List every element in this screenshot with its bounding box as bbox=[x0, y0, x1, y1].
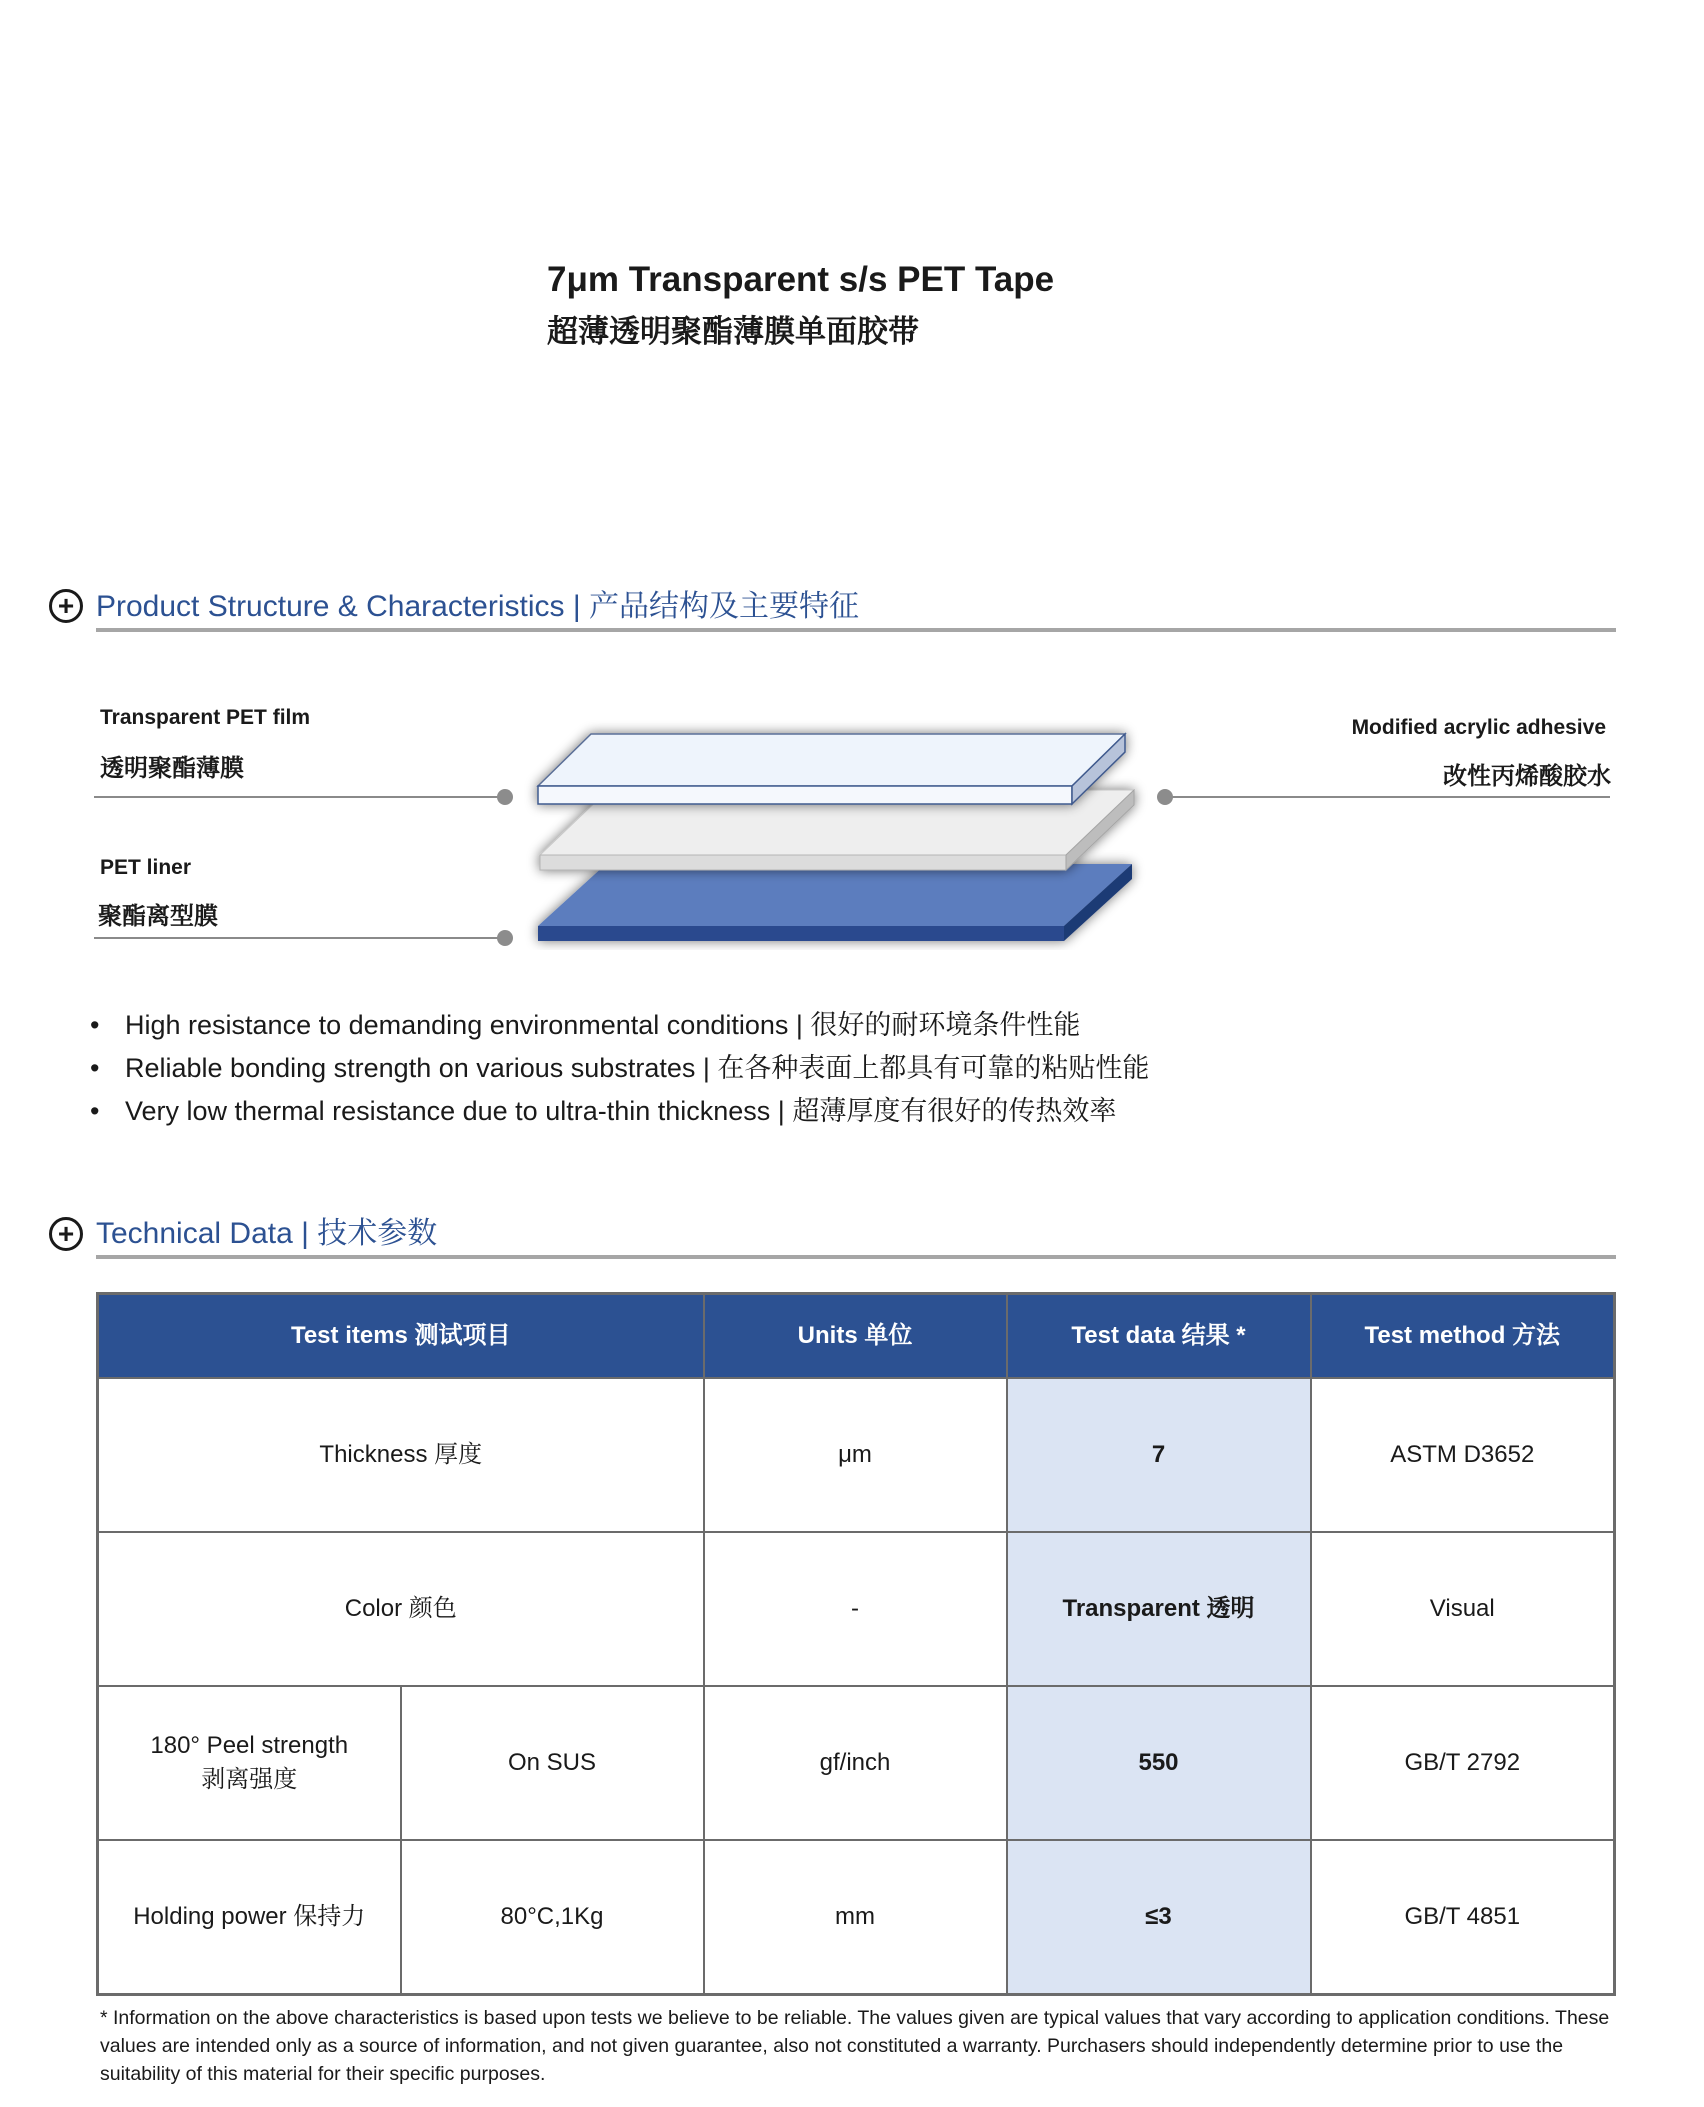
section-divider bbox=[96, 1255, 1616, 1259]
table-row bbox=[98, 1378, 1615, 1532]
label-adhesive-cn: 改性丙烯酸胶水 bbox=[1443, 763, 1611, 790]
table-row bbox=[98, 1840, 1615, 1995]
label-pet-film-cn: 透明聚酯薄膜 bbox=[100, 755, 244, 782]
peel-item-en: 180° Peel strength bbox=[150, 1732, 349, 1759]
header-test-method: Test method 方法 bbox=[1311, 1294, 1615, 1379]
feature-list bbox=[90, 1004, 1149, 1133]
plus-circle-icon: + bbox=[49, 1217, 83, 1251]
holding-value: ≤3 bbox=[1007, 1840, 1311, 1995]
leader-line-adhesive bbox=[1170, 796, 1610, 798]
technical-data-table bbox=[96, 1292, 1616, 1996]
color-unit: - bbox=[704, 1532, 1007, 1686]
holding-item: Holding power 保持力 bbox=[98, 1840, 401, 1995]
thickness-unit: μm bbox=[704, 1378, 1007, 1532]
leader-dot-film bbox=[497, 789, 513, 805]
leader-line-liner bbox=[94, 937, 504, 939]
header-test-data: Test data 结果 * bbox=[1007, 1294, 1311, 1379]
product-title-cn: 超薄透明聚酯薄膜单面胶带 bbox=[547, 314, 919, 349]
peel-method: GB/T 2792 bbox=[1311, 1686, 1615, 1840]
holding-method: GB/T 4851 bbox=[1311, 1840, 1615, 1995]
peel-item-cn: 剥离强度 bbox=[201, 1766, 298, 1793]
plus-circle-icon: + bbox=[49, 589, 83, 623]
peel-condition: On SUS bbox=[401, 1686, 704, 1840]
color-value: Transparent 透明 bbox=[1007, 1532, 1311, 1686]
peel-unit: gf/inch bbox=[704, 1686, 1007, 1840]
structure-heading: Product Structure & Characteristics | 产品结构及主要特征 bbox=[96, 590, 859, 623]
table-row bbox=[98, 1686, 1615, 1840]
leader-dot-liner bbox=[497, 930, 513, 946]
label-pet-film: Transparent PET film bbox=[100, 706, 311, 729]
section-divider bbox=[96, 628, 1616, 632]
footnote-disclaimer: * Information on the above characteristics is based upon tests we believe to be reliable. The values given are typical values that vary according to application conditions. These values are intended only as a source of information, and not given guarantee, also not constituted a warranty. Purchasers should independently determine prior to use the suitability of this material for their specific purposes. bbox=[100, 2007, 1610, 2085]
layer-structure-diagram bbox=[520, 720, 1160, 950]
thickness-value: 7 bbox=[1007, 1378, 1311, 1532]
holding-unit: mm bbox=[704, 1840, 1007, 1995]
peel-item bbox=[98, 1686, 401, 1840]
label-pet-liner-cn: 聚酯离型膜 bbox=[98, 903, 218, 930]
holding-condition: 80°C,1Kg bbox=[401, 1840, 704, 1995]
liner-layer bbox=[538, 864, 1132, 941]
film-layer bbox=[538, 734, 1125, 804]
header-units: Units 单位 bbox=[704, 1294, 1007, 1379]
leader-line-film bbox=[94, 796, 504, 798]
table-header-row bbox=[98, 1294, 1615, 1379]
label-adhesive: Modified acrylic adhesive bbox=[1351, 716, 1606, 739]
header-test-items: Test items 测试项目 bbox=[98, 1294, 704, 1379]
label-pet-liner: PET liner bbox=[100, 856, 192, 879]
feature-item: • High resistance to demanding environmental conditions | 很好的耐环境条件性能 bbox=[90, 1004, 1149, 1047]
thickness-method: ASTM D3652 bbox=[1311, 1378, 1615, 1532]
feature-item: • Reliable bonding strength on various substrates | 在各种表面上都具有可靠的粘贴性能 bbox=[90, 1047, 1149, 1090]
thickness-item: Thickness 厚度 bbox=[98, 1378, 704, 1532]
feature-item: • Very low thermal resistance due to ultra-thin thickness | 超薄厚度有很好的传热效率 bbox=[90, 1090, 1149, 1133]
product-title: 7μm Transparent s/s PET Tape bbox=[547, 260, 1055, 299]
table-row bbox=[98, 1532, 1615, 1686]
color-item: Color 颜色 bbox=[98, 1532, 704, 1686]
color-method: Visual bbox=[1311, 1532, 1615, 1686]
peel-value: 550 bbox=[1007, 1686, 1311, 1840]
technical-heading: Technical Data | 技术参数 bbox=[96, 1217, 438, 1250]
